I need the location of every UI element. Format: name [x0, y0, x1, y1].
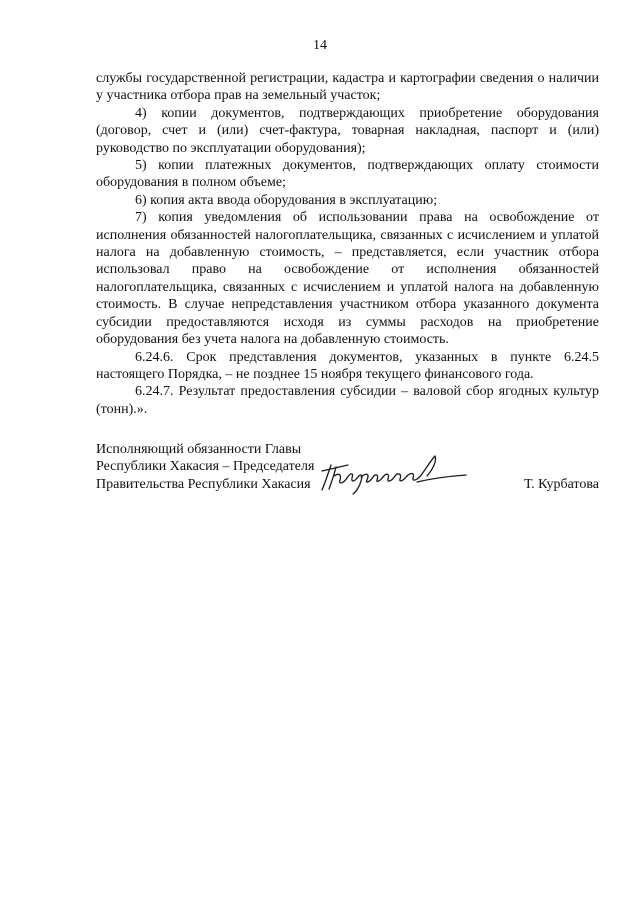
paragraph-item-4: 4) копии документов, подтверждающих приобретение оборудования (договор, счет и (или) счет-фактура, товарная накладная, паспорт и (или) руководство по эксплуатации оборудования);: [96, 105, 599, 156]
paragraph-item-5: 5) копии платежных документов, подтверждающих оплату стоимости оборудования в полном объеме;: [96, 158, 599, 191]
signer-title: [96, 441, 314, 493]
signer-name: Т. Курбатова: [524, 476, 599, 492]
document-body: [96, 70, 599, 418]
signer-title-line-1: Исполняющий обязанности Главы: [96, 442, 302, 457]
paragraph-6-24-7: 6.24.7. Результат предоставления субсидии – валовой сбор ягодных культур (тонн).».: [96, 384, 599, 417]
paragraph-continuation: службы государственной регистрации, кадастра и картографии сведения о наличии у участника отбора прав на земельный участок;: [96, 71, 599, 104]
signature-block: [96, 441, 599, 501]
handwritten-signature: [314, 447, 474, 497]
paragraph-6-24-6: 6.24.6. Срок представления документов, указанных в пункте 6.24.5 настоящего Порядка, – не позднее 15 ноября текущего финансового года.: [96, 349, 599, 382]
signer-title-line-2: Республики Хакасия – Председателя: [96, 459, 315, 475]
paragraph-item-6: 6) копия акта ввода оборудования в эксплуатацию;: [135, 192, 438, 208]
page-number: 14: [313, 38, 327, 53]
signer-title-line-3: Правительства Республики Хакасия: [96, 476, 311, 492]
paragraph-item-7: 7) копия уведомления об использовании права на освобождение от исполнения обязанностей налогоплательщика, связанных с исчислением и уплатой налога на добавленную стоимость, – представляется, если участник отбора использовал право на освобождение от исполнения обязанностей налогоплательщика, связанных с исчислением и уплатой налога на добавленную стоимость. В случае непредставления участником отбора указанного документа субсидии предоставляются исходя из суммы расходов на приобретение оборудования без учета налога на добавленную стоимость.: [96, 210, 599, 348]
